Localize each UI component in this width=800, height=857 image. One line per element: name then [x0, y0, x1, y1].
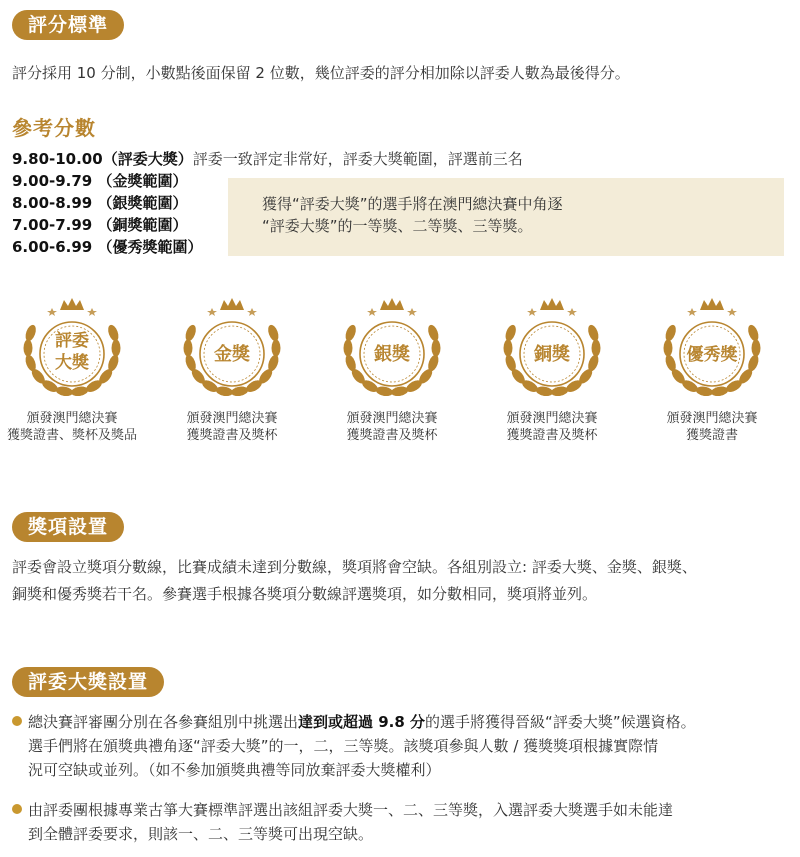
- award-item: [2, 296, 142, 444]
- badge-text: 大獎: [55, 353, 89, 373]
- award-caption-line: 頒發澳門總決賽: [506, 411, 598, 426]
- bullet-dot-icon: [12, 804, 22, 814]
- bullet-emphasis: 達到或超過 9.8 分: [298, 713, 426, 731]
- award-caption-line: 獲獎證書及獎杯: [346, 428, 438, 443]
- medal-laurel-icon: [334, 296, 450, 396]
- score-label: （銀獎範圍）: [97, 194, 188, 212]
- score-row: [12, 148, 523, 170]
- score-range: 6.00-6.99: [12, 238, 93, 256]
- award-item: [642, 296, 782, 444]
- star-icon: [47, 308, 57, 316]
- note-line: “評委大獎”的一等獎、二等獎、三等獎。: [262, 217, 533, 235]
- bullet-line: [28, 710, 788, 734]
- star-icon: [87, 308, 97, 316]
- bullet-line: 到全體評委要求，則該一、二、三等獎可出現空缺。: [28, 825, 374, 843]
- medal-laurel-icon: [174, 296, 290, 396]
- badge-text: 優秀獎: [686, 345, 738, 365]
- badge-text: 評委: [55, 331, 89, 351]
- bullet-line: 選手們將在頒獎典禮角逐“評委大獎”的一，二，三等獎。該獎項參與人數 / 獲獎獎項根據實際情: [28, 737, 659, 755]
- crown-icon: [220, 298, 244, 310]
- bullet-line: 況可空缺或並列。（如不參加頒獎典禮等同放棄評委大獎權利）: [28, 761, 441, 779]
- score-label: （評委大獎）: [102, 150, 193, 168]
- award-caption-line: 頒發澳門總決賽: [186, 411, 278, 426]
- star-icon: [247, 308, 257, 316]
- award-caption: [162, 410, 302, 444]
- score-label: （金獎範圍）: [97, 172, 188, 190]
- badge-text: 銀獎: [374, 344, 410, 365]
- medal-laurel-icon: [654, 296, 770, 396]
- award-item: [322, 296, 462, 444]
- award-caption: [482, 410, 622, 444]
- bullet-item: [12, 710, 788, 782]
- bullet-line: 由評委團根據專業古箏大賽標準評選出該組評委大獎一、二、三等獎，入選評委大獎選手如未能達: [28, 801, 674, 819]
- awards-text: [12, 554, 786, 608]
- medal-laurel-icon: [14, 296, 130, 396]
- awards-line: 評委會設立獎項分數線，比賽成績未達到分數線，獎項將會空缺。各組別設立: 評委大獎、金獎、銀獎、: [12, 558, 697, 576]
- awards-line: 銅獎和優秀獎若干名。參賽選手根據各獎項分數線評選獎項，如分數相同，獎項將並列。: [12, 585, 598, 603]
- section-title-grand-prize: 評委大獎設置: [12, 667, 164, 697]
- award-caption-line: 頒發澳門總決賽: [346, 411, 438, 426]
- award-caption: [322, 410, 462, 444]
- badge-text: 銅獎: [534, 344, 570, 365]
- score-range: 7.00-7.99: [12, 216, 93, 234]
- star-icon: [367, 308, 377, 316]
- award-medals: [0, 296, 800, 456]
- award-caption-line: 頒發澳門總決賽: [666, 411, 758, 426]
- bullet-text: 的選手將獲得晉級“評委大獎”候選資格。: [425, 713, 696, 731]
- star-icon: [407, 308, 417, 316]
- score-label: （優秀獎範圍）: [97, 238, 203, 256]
- star-icon: [207, 308, 217, 316]
- note-line: 獲得“評委大獎”的選手將在澳門總決賽中角逐: [262, 195, 563, 213]
- badge-text: 金獎: [214, 344, 250, 365]
- award-caption-line: 獲獎證書、獎杯及獎品: [6, 428, 137, 443]
- score-range: 9.00-9.79: [12, 172, 93, 190]
- section-title-scoring: 評分標準: [12, 10, 124, 40]
- score-range: 8.00-8.99: [12, 194, 93, 212]
- bullet-item: [12, 798, 788, 846]
- crown-icon: [540, 298, 564, 310]
- star-icon: [567, 308, 577, 316]
- award-caption: [642, 410, 782, 444]
- reference-title: 參考分數: [12, 116, 96, 140]
- award-caption-line: 頒發澳門總決賽: [26, 411, 118, 426]
- star-icon: [527, 308, 537, 316]
- score-desc: 評委一致評定非常好，評委大獎範圍，評選前三名: [192, 150, 523, 168]
- award-caption-line: 獲獎證書: [685, 428, 738, 443]
- bullet-dot-icon: [12, 716, 22, 726]
- award-caption-line: 獲獎證書及獎杯: [506, 428, 598, 443]
- score-label: （銅獎範圍）: [97, 216, 188, 234]
- award-item: [162, 296, 302, 444]
- crown-icon: [380, 298, 404, 310]
- score-range: 9.80-10.00: [12, 150, 103, 168]
- star-icon: [727, 308, 737, 316]
- crown-icon: [60, 298, 84, 310]
- section-title-awards: 獎項設置: [12, 512, 124, 542]
- bullet-text: 總決賽評審團分別在各參賽組別中挑選出: [28, 713, 299, 731]
- award-item: [482, 296, 622, 444]
- award-caption: [2, 410, 142, 444]
- scoring-text: 評分採用 10 分制，小數點後面保留 2 位數，幾位評委的評分相加除以評委人數為最後得分。: [12, 64, 630, 82]
- star-icon: [687, 308, 697, 316]
- crown-icon: [700, 298, 724, 310]
- award-caption-line: 獲獎證書及獎杯: [186, 428, 278, 443]
- grand-prize-note: [228, 178, 784, 256]
- medal-laurel-icon: [494, 296, 610, 396]
